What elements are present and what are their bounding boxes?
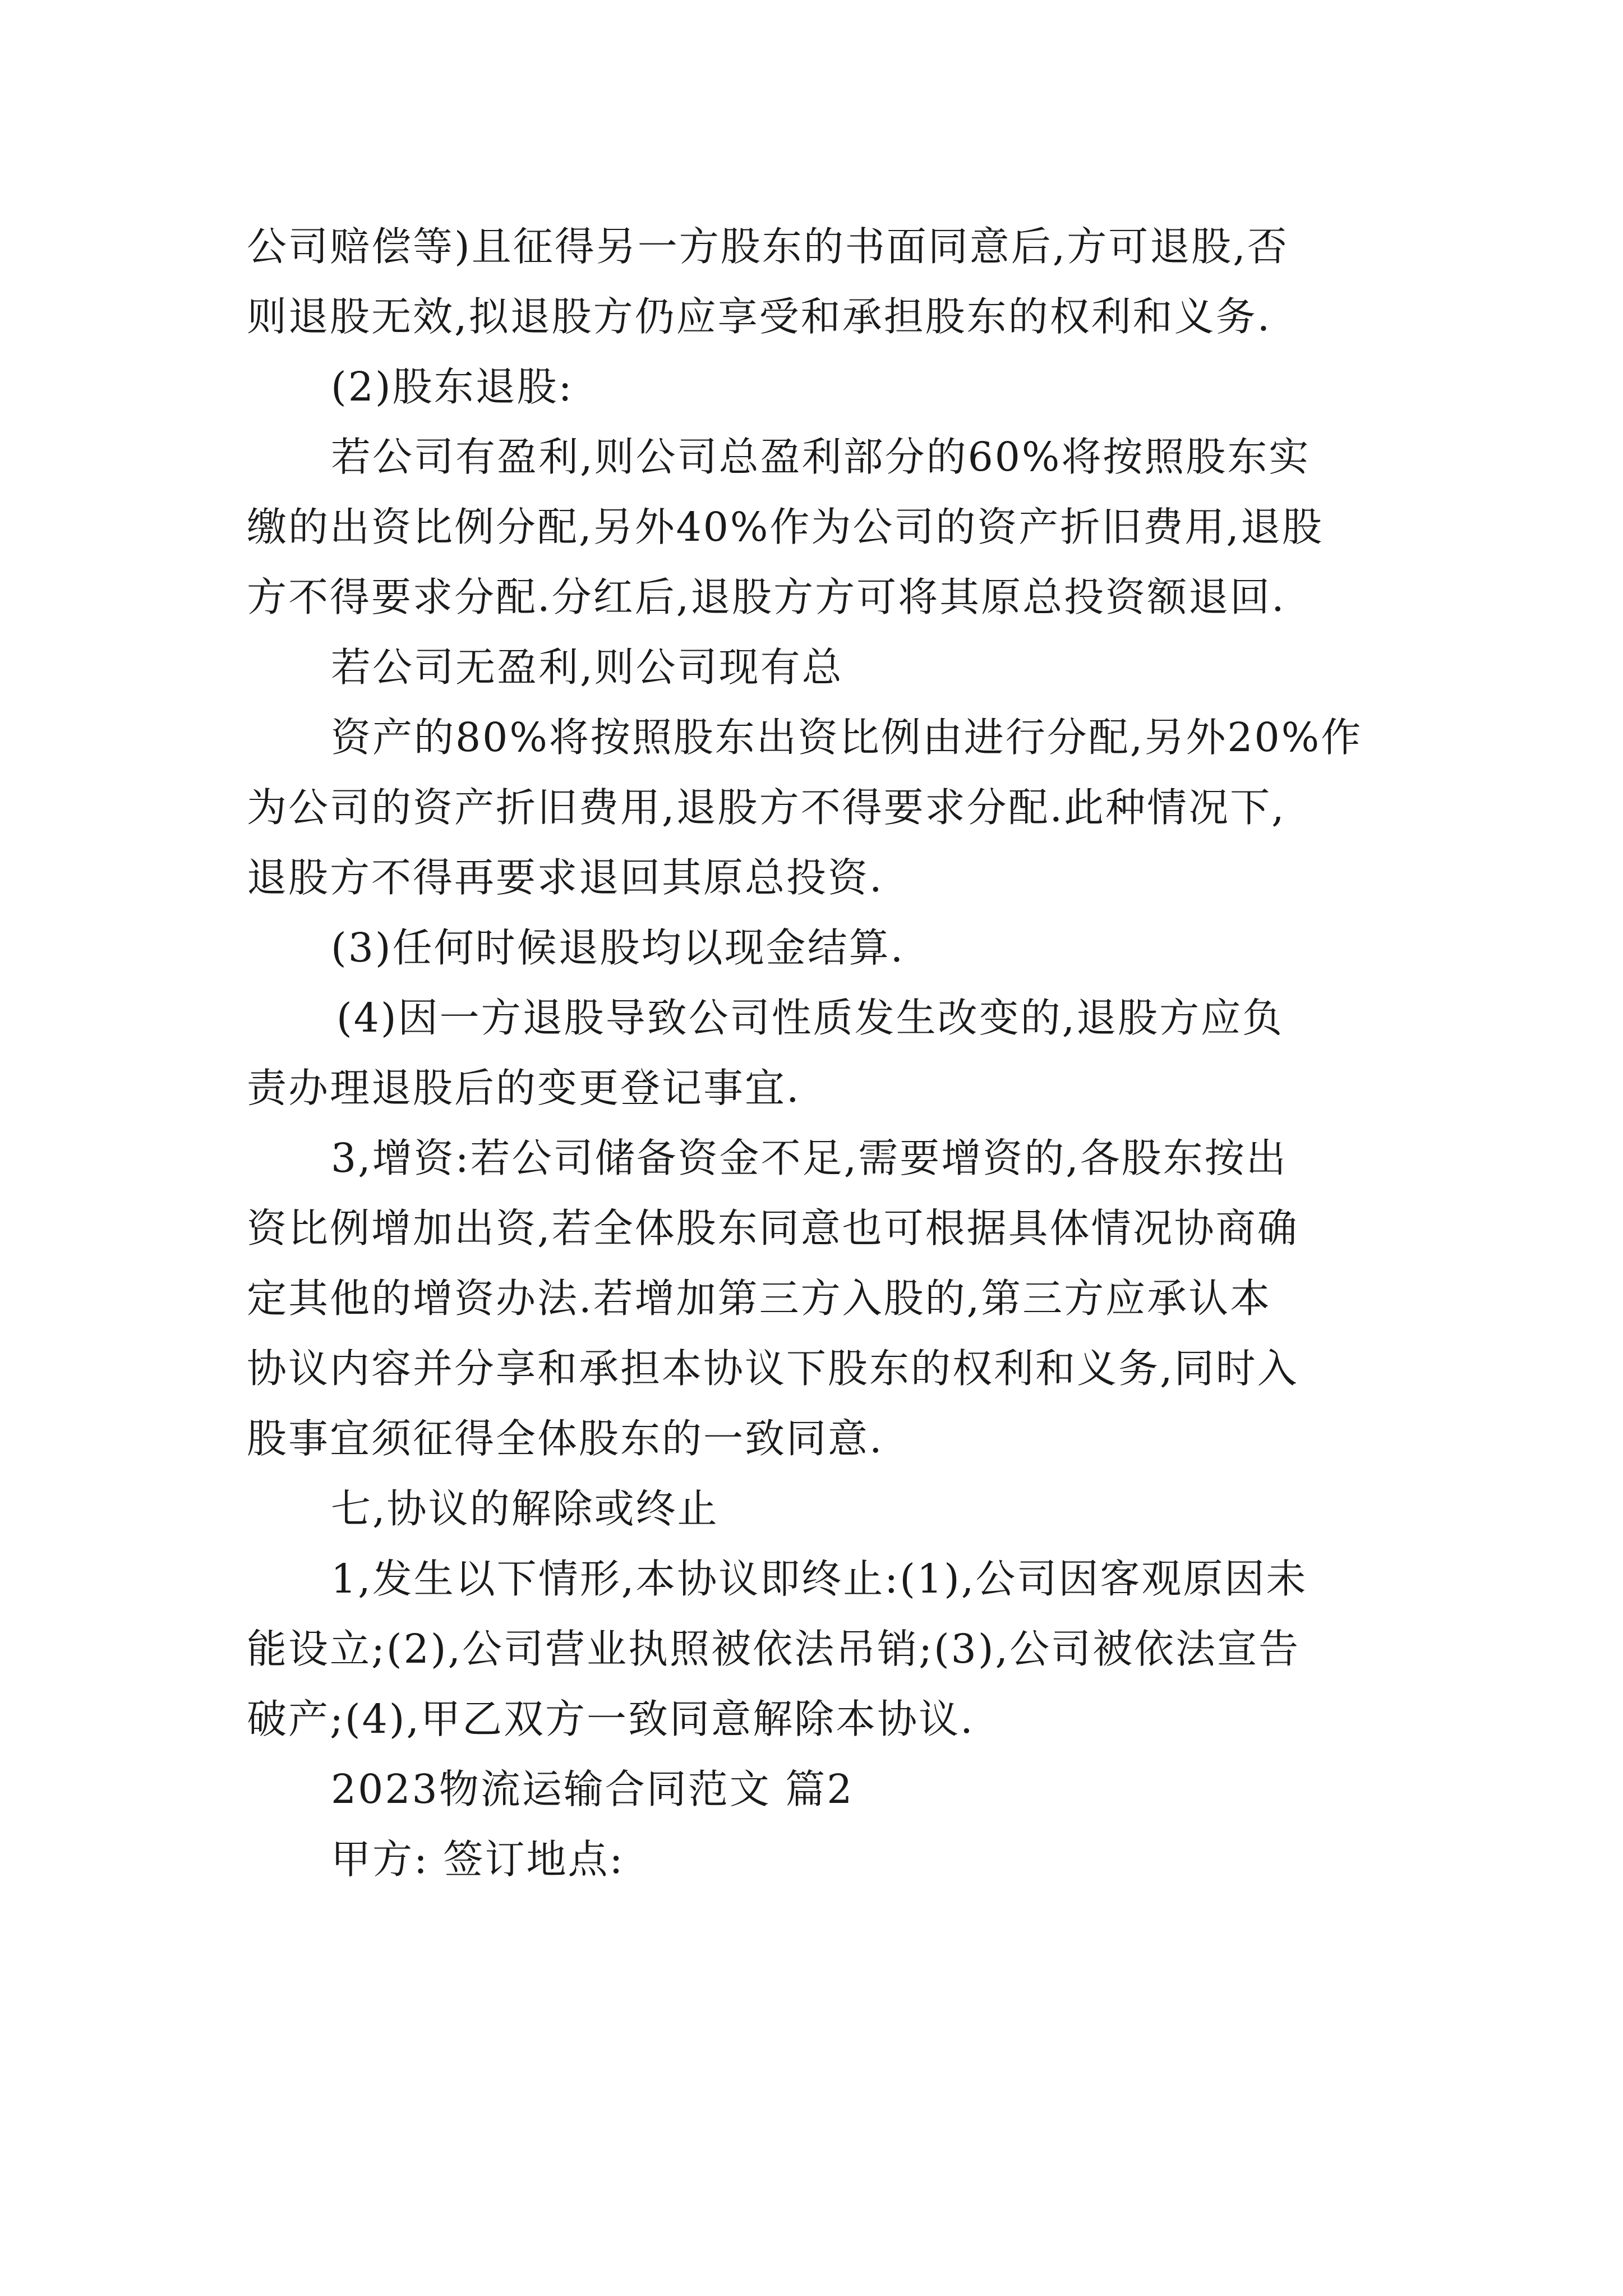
text-line: 则退股无效,拟退股方仍应享受和承担股东的权利和义务. [247,293,1272,340]
text-line: 方不得要求分配.分红后,退股方方可将其原总投资额退回. [247,574,1286,620]
text-line: 公司赔偿等)且征得另一方股东的书面同意后,方可退股,否 [247,223,1289,270]
text-line: (3)任何时候退股均以现金结算. [331,924,905,971]
text-line: 退股方不得再要求退回其原总投资. [247,854,884,901]
text-line: 协议内容并分享和承担本协议下股东的权利和义务,同时入 [247,1345,1299,1392]
text-line: 若公司无盈利,则公司现有总 [331,644,843,691]
text-line: 3,增资:若公司储备资金不足,需要增资的,各股东按出 [331,1135,1288,1181]
article-title: 2023物流运输合同范文 篇2 [331,1766,854,1812]
text-line: 破产;(4),甲乙双方一致同意解除本协议. [247,1696,975,1742]
text-line: 责办理退股后的变更登记事宜. [247,1065,801,1111]
text-line: 股事宜须征得全体股东的一致同意. [247,1415,884,1462]
text-line: 为公司的资产折旧费用,退股方不得要求分配.此种情况下, [247,784,1286,831]
text-line: (2)股东退股: [331,364,574,410]
text-line: 甲方: 签订地点: [331,1836,625,1883]
text-line: 资产的80%将按照股东出资比例由进行分配,另外20%作 [331,714,1363,761]
section-heading: 七,协议的解除或终止 [331,1485,719,1532]
text-line: 缴的出资比例分配,另外40%作为公司的资产折旧费用,退股 [247,504,1324,550]
text-line: (4)因一方退股导致公司性质发生改变的,退股方应负 [336,995,1284,1041]
text-line: 定其他的增资办法.若增加第三方入股的,第三方应承认本 [247,1275,1272,1322]
text-line: 资比例增加出资,若全体股东同意也可根据具体情况协商确 [247,1205,1299,1251]
text-line: 1,发生以下情形,本协议即终止:(1),公司因客观原因未 [331,1556,1308,1602]
text-line: 若公司有盈利,则公司总盈利部分的60%将按照股东实 [331,434,1311,480]
text-line: 能设立;(2),公司营业执照被依法吊销;(3),公司被依法宣告 [247,1626,1301,1672]
